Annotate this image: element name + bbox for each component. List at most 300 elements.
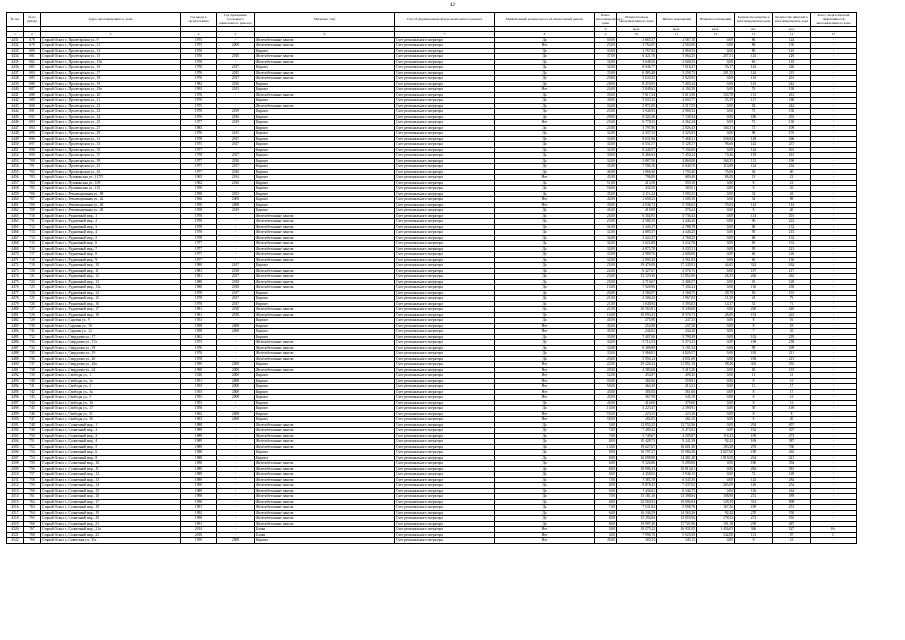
table-cell: 11	[735, 373, 773, 379]
table-cell: Да	[495, 296, 595, 302]
table-cell: 1977	[181, 241, 217, 247]
table-cell: Старый Оскол г., Солнечный мкр., 10	[41, 461, 181, 467]
table-cell: 740	[24, 378, 41, 384]
table-cell: 2008	[217, 417, 255, 423]
table-cell: 4514	[7, 494, 24, 500]
table-cell: Старый Оскол г., Рудничный мкр., 15	[41, 296, 181, 302]
table-cell: Старый Оскол г., Рудничный мкр., 11	[41, 268, 181, 274]
table-cell: 1976	[181, 59, 217, 65]
column-header: Год проведения последнего капитального ремонта	[217, 13, 255, 27]
table-cell: -	[217, 472, 255, 478]
table-cell: Нет	[495, 175, 595, 181]
table-cell: 2018	[217, 307, 255, 313]
table-cell: 215	[773, 230, 811, 236]
table-cell: 747	[24, 417, 41, 423]
table-cell: 4479	[7, 301, 24, 307]
table-cell: 108	[735, 356, 773, 362]
table-cell: 6 531,57	[617, 142, 657, 148]
table-cell: -	[811, 125, 857, 131]
table-cell: Да	[495, 505, 595, 511]
table-cell: Старый Оскол г., Солнечный мкр., 6	[41, 450, 181, 456]
table-cell: 55,17	[697, 65, 735, 71]
table-cell: 4 458,02	[617, 472, 657, 478]
table-cell: 32,00	[595, 131, 617, 137]
table-cell: 31	[735, 301, 773, 307]
table-cell: 4520	[7, 527, 24, 533]
table-cell: Железобетонные панели	[255, 279, 395, 285]
column-number: 10	[617, 31, 657, 37]
table-cell: 0,00	[697, 103, 735, 109]
table-cell: 2 600,00	[657, 252, 697, 258]
table-cell: Да	[495, 318, 595, 324]
table-cell: Счет регионального оператора	[395, 307, 495, 313]
table-cell: 4464	[7, 219, 24, 225]
table-cell: 284	[735, 466, 773, 472]
table-cell: 303	[735, 362, 773, 368]
table-cell: 234,20	[657, 329, 697, 335]
table-cell: Кирпич	[255, 197, 395, 203]
table-cell: 40,00	[595, 197, 617, 203]
table-cell: 737	[24, 362, 41, 368]
table-cell: 221	[773, 356, 811, 362]
table-cell: 17 245,03	[657, 263, 697, 269]
table-cell: -	[217, 230, 255, 236]
table-cell: -	[811, 538, 857, 544]
table-cell: 4476	[7, 285, 24, 291]
table-cell: Да	[495, 290, 595, 296]
table-cell: 4462	[7, 208, 24, 214]
table-cell: 69	[735, 241, 773, 247]
table-cell: Нет	[495, 538, 595, 544]
table-cell: 234	[735, 455, 773, 461]
table-cell: 9 349,68	[657, 307, 697, 313]
table-cell: 50,00	[595, 417, 617, 423]
table-cell: Железобетонные панели	[255, 488, 395, 494]
table-cell: 201	[773, 213, 811, 219]
column-header: Количество квартир в многоквартирном доме	[735, 13, 773, 27]
table-cell: 23,00	[595, 219, 617, 225]
table-cell: Счет регионального оператора	[395, 158, 495, 164]
table-cell: 167,26	[697, 505, 735, 511]
table-cell: 4495	[7, 389, 24, 395]
table-cell: 696	[24, 136, 41, 142]
table-cell: Да	[495, 213, 595, 219]
table-cell: 2008	[217, 329, 255, 335]
table-cell: Да	[495, 37, 595, 43]
table-cell: -	[217, 345, 255, 351]
table-cell: 66	[735, 257, 773, 263]
table-cell: 731	[24, 329, 41, 335]
table-cell: 16 601,30	[657, 444, 697, 450]
table-cell: 71	[773, 301, 811, 307]
table-cell: Железобетонные панели	[255, 268, 395, 274]
table-cell: 98,46	[697, 362, 735, 368]
table-cell: 252,88	[617, 323, 657, 329]
table-cell: 8 576,73	[657, 312, 697, 318]
table-cell: 4465	[7, 224, 24, 230]
table-cell: 2008	[217, 323, 255, 329]
table-cell: -	[217, 488, 255, 494]
table-cell: 745	[24, 406, 41, 412]
table-cell: 2008	[217, 373, 255, 379]
table-cell: Кирпич	[255, 169, 395, 175]
table-cell: 26,00	[595, 290, 617, 296]
table-cell: Железобетонные панели	[255, 103, 395, 109]
table-cell: Да	[495, 70, 595, 76]
table-cell: 4453	[7, 158, 24, 164]
table-cell: 0,00	[697, 219, 735, 225]
page-number: 42	[450, 3, 455, 8]
table-cell: Железобетонные панели	[255, 466, 395, 472]
table-cell: 2017	[217, 274, 255, 280]
table-cell: 4510	[7, 472, 24, 478]
table-cell: Старый Оскол г., Рудничный мкр., 7	[41, 246, 181, 252]
table-cell: 167	[773, 367, 811, 373]
table-cell: 4511	[7, 477, 24, 483]
table-cell: 13,00	[595, 406, 617, 412]
table-cell: Да	[495, 98, 595, 104]
table-cell: 4521	[7, 532, 24, 538]
table-cell: 8 222,36	[617, 114, 657, 120]
table-cell: -	[811, 450, 857, 456]
table-cell: 16	[773, 329, 811, 335]
table-cell: 17	[773, 389, 811, 395]
table-cell: 1977	[181, 246, 217, 252]
table-cell: -	[217, 103, 255, 109]
table-cell: 0,00	[697, 411, 735, 417]
table-cell: -	[217, 37, 255, 43]
table-cell: 37,00	[595, 54, 617, 60]
table-cell: 4484	[7, 329, 24, 335]
table-cell: -	[811, 285, 857, 291]
table-cell: 1963	[181, 417, 217, 423]
table-cell: 4492	[7, 373, 24, 379]
table-cell: 4474	[7, 274, 24, 280]
table-cell: -	[811, 109, 857, 115]
table-cell: Железобетонные панели	[255, 461, 395, 467]
column-number: 1	[7, 31, 24, 37]
table-cell: 21	[773, 175, 811, 181]
table-cell: Железобетонные панели	[255, 54, 395, 60]
table-cell: Кирпич	[255, 98, 395, 104]
table-cell: 19 275,22	[617, 527, 657, 533]
table-cell: 6 321,76	[617, 54, 657, 60]
table-cell: 730	[24, 323, 41, 329]
table-cell: 95	[735, 230, 773, 236]
table-cell: Счет регионального оператора	[395, 169, 495, 175]
table-cell: 4450	[7, 142, 24, 148]
table-cell: 14,37	[697, 301, 735, 307]
table-cell: Счет регионального оператора	[395, 384, 495, 390]
table-cell: 44,65	[697, 263, 735, 269]
table-cell: 699	[24, 153, 41, 159]
table-cell: 1992	[181, 87, 217, 93]
table-cell: 284	[773, 477, 811, 483]
table-cell: 99	[735, 345, 773, 351]
table-cell: 4472	[7, 263, 24, 269]
table-cell: 1976	[181, 131, 217, 137]
table-cell: 5 908,78	[657, 505, 697, 511]
table-cell: 2 719,67	[617, 279, 657, 285]
table-cell: 45,00	[595, 318, 617, 324]
table-cell: Старый Оскол г., Солнечный мкр., 22	[41, 532, 181, 538]
table-cell: 0,00	[697, 37, 735, 43]
table-cell: 2016	[181, 532, 217, 538]
table-cell: 2010	[217, 54, 255, 60]
table-cell: 2018	[217, 268, 255, 274]
table-cell: 1978	[181, 296, 217, 302]
table-cell: 379,00	[657, 400, 697, 406]
table-cell: 10 563,81	[617, 307, 657, 313]
table-cell: -	[217, 224, 255, 230]
column-header: Минимальный размер взноса на капитальный ремонт	[495, 13, 595, 27]
table-cell: 345,10	[657, 395, 697, 401]
table-cell: Счет регионального оператора	[395, 422, 495, 428]
table-cell: 440	[773, 307, 811, 313]
table-cell: 23,00	[595, 274, 617, 280]
table-cell: 222	[773, 219, 811, 225]
table-cell: 744	[24, 400, 41, 406]
table-cell: 8,00	[595, 439, 617, 445]
table-cell: 4 885,37	[617, 230, 657, 236]
table-cell: 55,19	[697, 98, 735, 104]
table-cell: Старый Оскол г., Рудничный мкр., 12	[41, 274, 181, 280]
table-cell: 1988	[181, 455, 217, 461]
table-cell: 35,00	[595, 136, 617, 142]
table-cell: 238	[773, 340, 811, 346]
table-cell: Железобетонные панели	[255, 257, 395, 263]
table-cell: -	[811, 70, 857, 76]
table-cell: 1975	[181, 142, 217, 148]
table-cell: Нет	[495, 532, 595, 538]
table-cell: Старый Оскол г., Рудничный мкр., 13	[41, 279, 181, 285]
table-cell: Нет	[495, 389, 595, 395]
table-cell: 0,00	[697, 147, 735, 153]
table-cell: Старый Оскол г., Садовая ул., 9	[41, 318, 181, 324]
table-cell: 1991	[181, 505, 217, 511]
table-cell: 6,00	[595, 510, 617, 516]
table-cell: 7 468,21	[657, 136, 697, 142]
table-cell: 16 344,59	[617, 510, 657, 516]
table-cell: Счет регионального оператора	[395, 417, 495, 423]
table-cell: 4452	[7, 153, 24, 159]
table-cell: 4457	[7, 180, 24, 186]
table-cell: 1977	[181, 252, 217, 258]
table-cell: -	[811, 197, 857, 203]
table-cell: 6 545,50	[657, 477, 697, 483]
table-cell: 113	[735, 532, 773, 538]
table-cell: Старый Оскол г., Рудничный мкр., 8	[41, 252, 181, 258]
table-cell: 3 767,82	[617, 48, 657, 54]
table-cell: 728	[24, 312, 41, 318]
table-cell: 3 946,93	[617, 109, 657, 115]
table-cell: 1 393,03	[657, 301, 697, 307]
table-cell: Счет регионального оператора	[395, 76, 495, 82]
table-cell: 1978	[181, 235, 217, 241]
table-cell: Железобетонные панели	[255, 367, 395, 373]
table-cell: -	[811, 219, 857, 225]
table-cell: 0,00	[697, 268, 735, 274]
table-cell: -	[217, 235, 255, 241]
table-cell: -	[217, 477, 255, 483]
table-cell: 30,00	[595, 153, 617, 159]
table-cell: Да	[495, 263, 595, 269]
table-cell: Да	[495, 428, 595, 434]
table-cell: 49,78	[697, 290, 735, 296]
table-cell: 721	[24, 274, 41, 280]
table-cell: Счет регионального оператора	[395, 235, 495, 241]
table-cell: 4516	[7, 505, 24, 511]
table-cell: 4444	[7, 109, 24, 115]
table-cell: 13	[773, 400, 811, 406]
table-cell: 8	[735, 378, 773, 384]
table-cell: Счет регионального оператора	[395, 505, 495, 511]
table-cell: 4491	[7, 367, 24, 373]
table-cell: 218	[773, 334, 811, 340]
column-number: 9	[595, 31, 617, 37]
table-cell: 32,00	[595, 158, 617, 164]
table-cell: 136	[773, 109, 811, 115]
table-cell: 229	[773, 54, 811, 60]
table-cell: 2019	[217, 109, 255, 115]
table-cell: 4431	[7, 37, 24, 43]
table-cell: 128	[735, 136, 773, 142]
table-cell: 4509	[7, 466, 24, 472]
table-cell: 2017	[217, 290, 255, 296]
table-cell: Блоки	[255, 527, 395, 533]
table-cell: 755	[24, 461, 41, 467]
table-cell: 2 561,83	[657, 257, 697, 263]
table-cell: 1989	[181, 488, 217, 494]
table-cell: 278	[735, 444, 773, 450]
table-cell: -	[217, 241, 255, 247]
table-cell: 5 749,67	[617, 433, 657, 439]
table-cell: 0,00	[697, 389, 735, 395]
table-cell: 4499	[7, 411, 24, 417]
table-cell: Старый Оскол г., Рудничный мкр., 18	[41, 312, 181, 318]
table-cell: Счет регионального оператора	[395, 37, 495, 43]
table-cell: 3 946,15	[657, 472, 697, 478]
table-cell: 1992	[181, 510, 217, 516]
table-cell: Железобетонные панели	[255, 356, 395, 362]
table-cell: Да	[495, 351, 595, 357]
table-cell: Да	[495, 488, 595, 494]
table-cell: Кирпич	[255, 147, 395, 153]
table-cell: Железобетонные панели	[255, 70, 395, 76]
table-cell: 4475	[7, 279, 24, 285]
table-cell: Старый Оскол г., Пролетарская ул., 16	[41, 65, 181, 71]
table-cell: Железобетонные панели	[255, 285, 395, 291]
table-cell: 698	[24, 147, 41, 153]
table-cell: Нет	[495, 120, 595, 126]
table-cell: 1959	[181, 538, 217, 544]
table-cell: 5,00	[595, 527, 617, 533]
table-cell: -	[811, 43, 857, 49]
table-cell: 1 456,05	[697, 527, 735, 533]
table-cell: -	[811, 98, 857, 104]
table-cell: Да	[495, 450, 595, 456]
table-cell: 1978	[181, 136, 217, 142]
table-cell: 75	[735, 120, 773, 126]
table-cell: 7,00	[595, 494, 617, 500]
table-cell: 1975	[181, 340, 217, 346]
table-cell: 130	[735, 285, 773, 291]
column-header: Нежилых помещений	[697, 13, 735, 27]
table-cell: 117	[735, 98, 773, 104]
table-cell: 4503	[7, 433, 24, 439]
table-cell: 5 576,73	[657, 268, 697, 274]
table-cell: 0,00	[697, 180, 735, 186]
table-cell: 8,00	[595, 466, 617, 472]
table-cell: Да	[495, 131, 595, 137]
table-cell: Старый Оскол г., Пролетарская ул., 21	[41, 98, 181, 104]
table-cell: 1981	[181, 307, 217, 313]
table-cell: Да	[495, 406, 595, 412]
table-cell: 719	[24, 263, 41, 269]
table-cell: 7,00	[595, 505, 617, 511]
table-cell: Нет	[495, 395, 595, 401]
table-cell: Счет регионального оператора	[395, 191, 495, 197]
table-cell: 24,00	[595, 213, 617, 219]
table-cell: Счет регионального оператора	[395, 136, 495, 142]
table-cell: Старый Оскол г., Рудничный мкр., 5	[41, 235, 181, 241]
table-cell: 114,88	[697, 164, 735, 170]
table-cell: 16	[773, 318, 811, 324]
table-cell: Старый Оскол г., Пролетарская ул., 20	[41, 92, 181, 98]
table-cell: 1962	[181, 411, 217, 417]
table-cell: Старый Оскол г., Солнечный мкр., 12	[41, 472, 181, 478]
table-cell: 0,00	[697, 59, 735, 65]
table-cell: Железобетонные панели	[255, 483, 395, 489]
table-cell: 32,00	[595, 230, 617, 236]
table-cell: 3 196,62	[657, 202, 697, 208]
table-cell: Счет регионального оператора	[395, 340, 495, 346]
table-cell: 9 878,45	[617, 483, 657, 489]
table-cell: 12 855,23	[617, 422, 657, 428]
table-cell: 458	[773, 285, 811, 291]
table-cell: 711	[24, 219, 41, 225]
table-cell: Старый Оскол г., Пролетарская ул., 33	[41, 142, 181, 148]
table-body	[7, 37, 857, 543]
table-cell: 0,00	[697, 340, 735, 346]
table-cell: 1981	[181, 274, 217, 280]
table-cell: 5 799,49	[657, 334, 697, 340]
table-cell: 247,35	[657, 318, 697, 324]
table-cell: 0,00	[697, 257, 735, 263]
table-cell: 3 443,37	[617, 224, 657, 230]
table-cell: 0,00	[697, 477, 735, 483]
table-cell: -	[217, 92, 255, 98]
table-cell: Да	[495, 422, 595, 428]
table-cell: 1958	[181, 191, 217, 197]
table-cell: -	[217, 186, 255, 192]
table-cell: Железобетонные панели	[255, 252, 395, 258]
table-cell: 4451	[7, 147, 24, 153]
table-cell: 1 593,53	[657, 191, 697, 197]
table-cell: 0,00	[697, 384, 735, 390]
table-cell: 4437	[7, 70, 24, 76]
table-cell: 19 476,08	[617, 263, 657, 269]
table-cell: Счет регионального оператора	[395, 70, 495, 76]
table-cell: 33,00	[595, 334, 617, 340]
table-cell: 1955	[181, 389, 217, 395]
table-cell: -	[811, 202, 857, 208]
table-cell: 1988	[181, 422, 217, 428]
table-cell: 22,00	[595, 362, 617, 368]
table-cell: -	[217, 351, 255, 357]
table-cell: Старый Оскол г., Свердлова ул., 20	[41, 356, 181, 362]
table-cell: Счет регионального оператора	[395, 257, 495, 263]
